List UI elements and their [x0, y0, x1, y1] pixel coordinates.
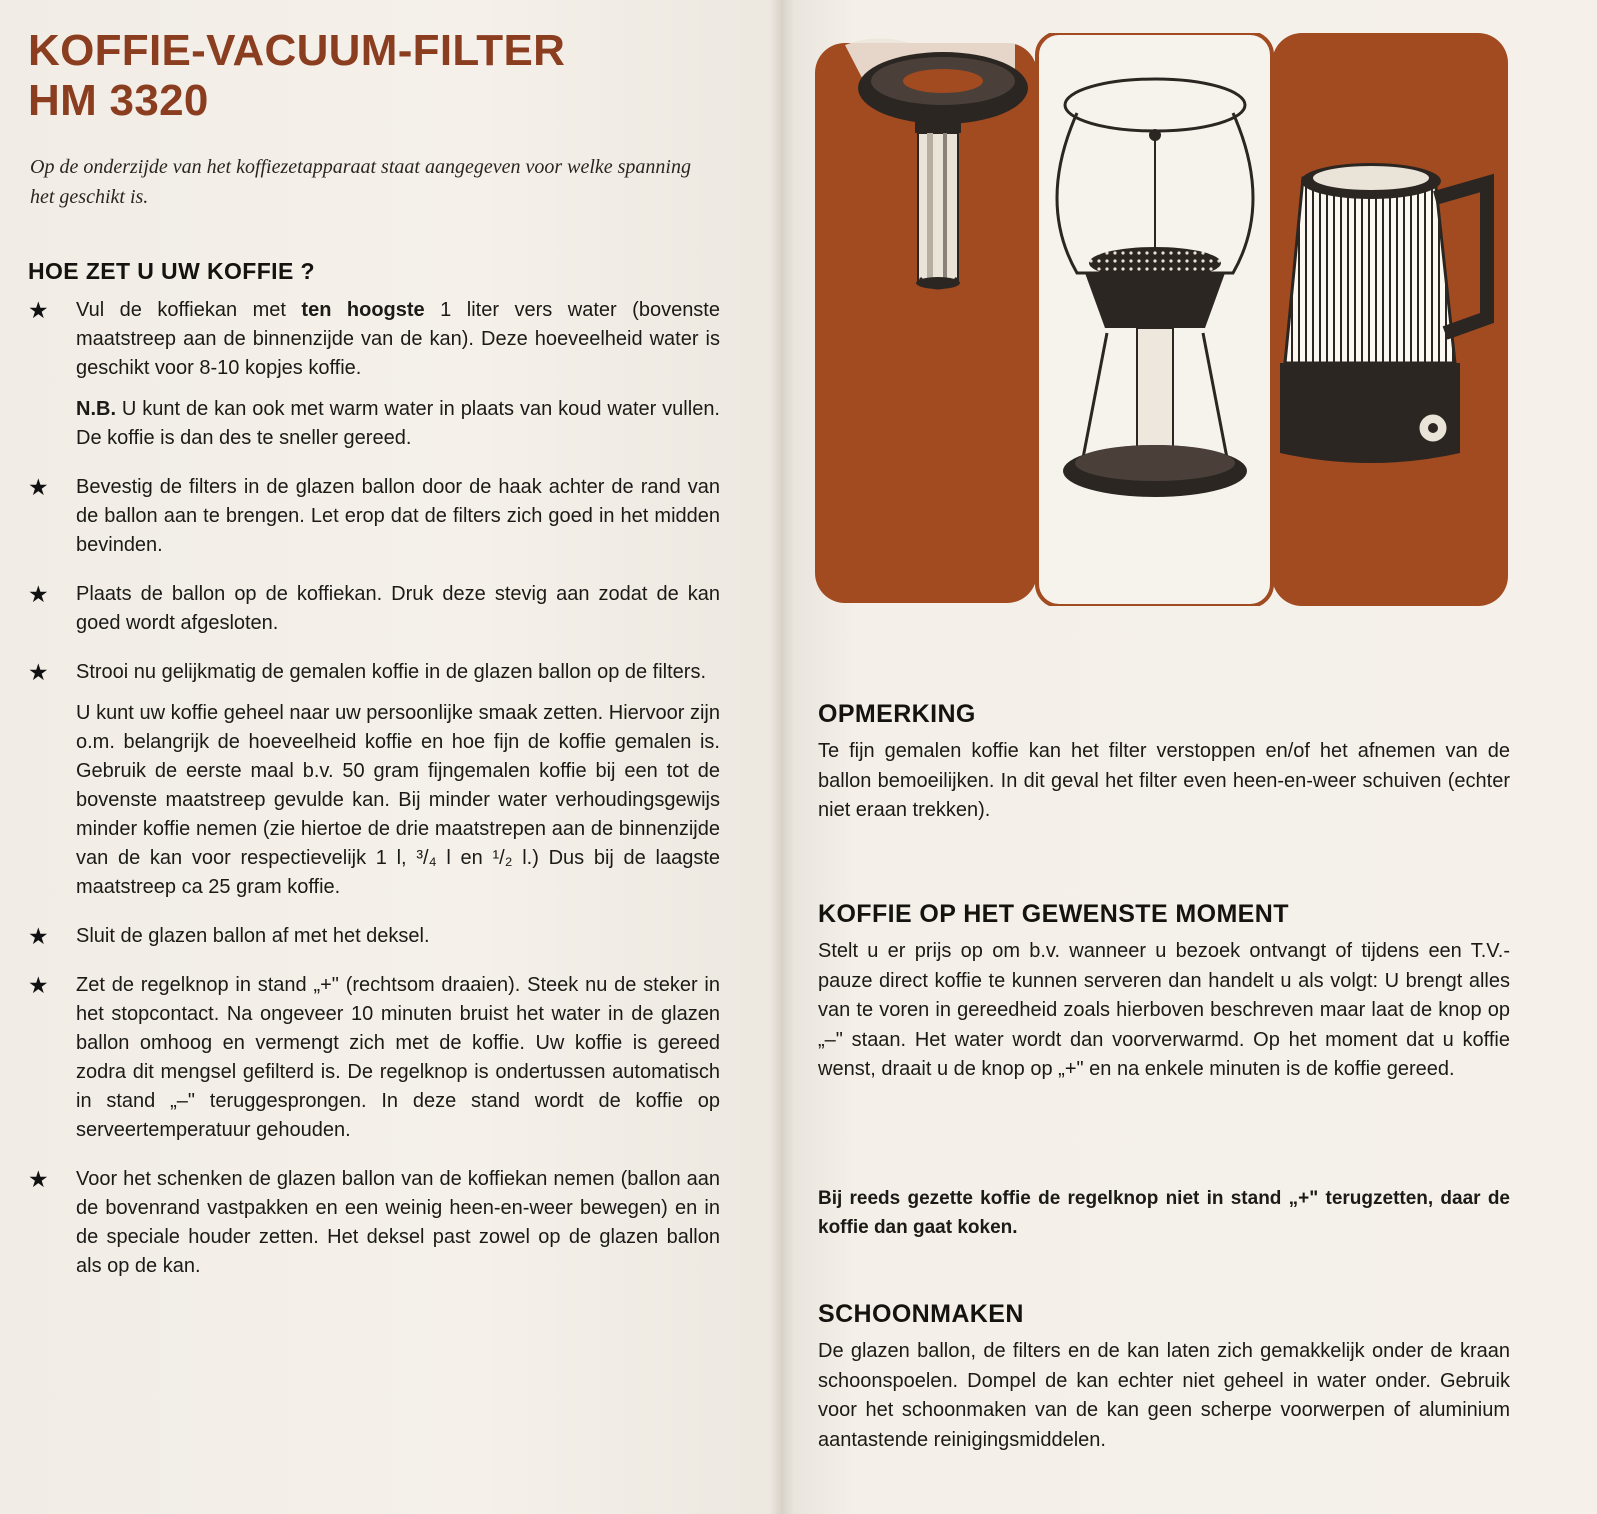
step-add-coffee	[28, 658, 720, 902]
heading-schoonmaken: SCHOONMAKEN	[818, 1300, 1024, 1328]
star-bullet-icon: ★	[28, 474, 49, 500]
step-text: Sluit de glazen ballon af met het deksel.	[76, 925, 430, 947]
section-gewenste-moment	[818, 900, 1510, 1085]
voltage-note: Op de onderzijde van het koffiezetapparaat staat aangegeven voor welke spanning het geschikt is.	[30, 156, 691, 208]
warning-text: Bij reeds gezette koffie de regelknop niet in stand „+" terugzetten, daar de koffie dan gaat koken.	[818, 1188, 1510, 1238]
glass-balloon-icon	[1037, 33, 1272, 606]
coffee-jug-icon	[1272, 33, 1508, 606]
heading-opmerking: OPMERKING	[818, 700, 976, 728]
page-fold	[770, 0, 794, 1514]
star-bullet-icon: ★	[28, 297, 49, 323]
step-pour	[28, 1165, 720, 1281]
funnel-icon	[815, 38, 1037, 603]
step-switch-on	[28, 971, 720, 1145]
star-bullet-icon: ★	[28, 923, 49, 949]
star-bullet-icon: ★	[28, 972, 49, 998]
nb-label: N.B.	[76, 398, 116, 420]
step-text: Strooi nu gelijkmatig de gemalen koffie in de glazen ballon op de filters.	[76, 661, 707, 683]
title-line-2: HM 3320	[28, 76, 209, 125]
star-bullet-icon: ★	[28, 1166, 49, 1192]
opmerking-text: Te fijn gemalen koffie kan het filter verstoppen en/of het afnemen van de ballon bemoeilijken. In dit geval het filter even heen-en-weer schuiven (echter niet eraan trekken).	[818, 740, 1510, 821]
step-attach-filters	[28, 473, 720, 560]
document-title	[28, 26, 565, 126]
step-text: Bevestig de filters in de glazen ballon door de haak achter de rand van de ballon aan te brengen. Let erop dat de filters zich goed in het midden bevinden.	[76, 476, 720, 556]
nb-note: N.B. U kunt de kan ook met warm water in plaats van koud water vullen. De koffie is dan des te sneller gereed.	[76, 398, 720, 449]
section-heading-how-to: HOE ZET U UW KOFFIE ?	[28, 258, 315, 284]
heading-gewenste-moment: KOFFIE OP HET GEWENSTE MOMENT	[818, 900, 1289, 928]
schoonmaken-text: De glazen ballon, de filters en de kan laten zich gemakkelijk onder de kraan schoonspoelen. Dompel de kan echter niet geheel in water onder. Gebruik voor het schoonmaken van de kan geen scherpe voorwerpen of aluminium aantastende reinigingsmiddelen.	[818, 1340, 1510, 1451]
star-bullet-icon: ★	[28, 581, 49, 607]
step-place-balloon	[28, 580, 720, 638]
section-opmerking	[818, 700, 1510, 826]
step-fill-water	[28, 296, 720, 453]
step-close-lid	[28, 922, 720, 951]
step-text: Vul de koffiekan met ten hoogste 1 liter vers water (bovenste maatstreep aan de binnenzijde van de kan). Deze hoeveelheid water is geschikt voor 8-10 kopjes koffie.	[76, 299, 720, 379]
instruction-steps	[28, 296, 720, 1281]
title-line-1: KOFFIE-VACUUM-FILTER	[28, 26, 566, 75]
step-text: Plaats de ballon op de koffiekan. Druk deze stevig aan zodat de kan goed wordt afgesloten.	[76, 583, 720, 634]
step-text: Voor het schenken de glazen ballon van de koffiekan nemen (ballon aan de bovenrand vastpakken en een weinig heen-en-weer bewegen) en in de speciale houder zetten. Het deksel past zowel op de glazen ballon als op de kan.	[76, 1168, 720, 1277]
section-schoonmaken	[818, 1300, 1510, 1455]
gewenste-moment-text: Stelt u er prijs op om b.v. wanneer u bezoek ontvangt of tijdens een T.V.-pauze direct koffie te kunnen serveren dan handelt u als volgt: U brengt alles van te voren in gereedheid zoals hierboven beschreven maar laat de knop op „–" staan. Het water wordt dan voorverwarmd. Op het moment dat u koffie wenst, draait u de knop op „+" en na enkele minuten is de koffie gereed.	[818, 940, 1510, 1080]
step-text-detail: U kunt uw koffie geheel naar uw persoonlijke smaak zetten. Hiervoor zijn o.m. belangrijk de hoeveelheid koffie en hoe fijn de koffie gemalen is. Gebruik de eerste maal b.v. 50 gram fijngemalen koffie bij een tot de bovenste maatstreep gevulde kan. Bij minder water verhoudingsgewijs minder koffie nemen (zie hiertoe de drie maatstrepen aan de binnenzijde van de kan voor respectievelijk 1 l, ³/₄ l en ¹/₂ l.) Dus bij de laagste maatstreep ca 25 gram koffie.	[76, 702, 720, 898]
star-bullet-icon: ★	[28, 659, 49, 685]
emphasis-max: ten hoogste	[301, 299, 425, 321]
product-illustration	[815, 33, 1508, 606]
step-text: Zet de regelknop in stand „+" (rechtsom draaien). Steek nu de steker in het stopcontact. Na ongeveer 10 minuten bruist het water in de glazen ballon omhoog en vermengt zich met de koffie. Uw koffie is gereed zodra dit mengsel gefilterd is. De regelknop is ondertussen automatisch in stand „–" teruggesprongen. In deze stand wordt de koffie op serveertemperatuur gehouden.	[76, 974, 720, 1141]
